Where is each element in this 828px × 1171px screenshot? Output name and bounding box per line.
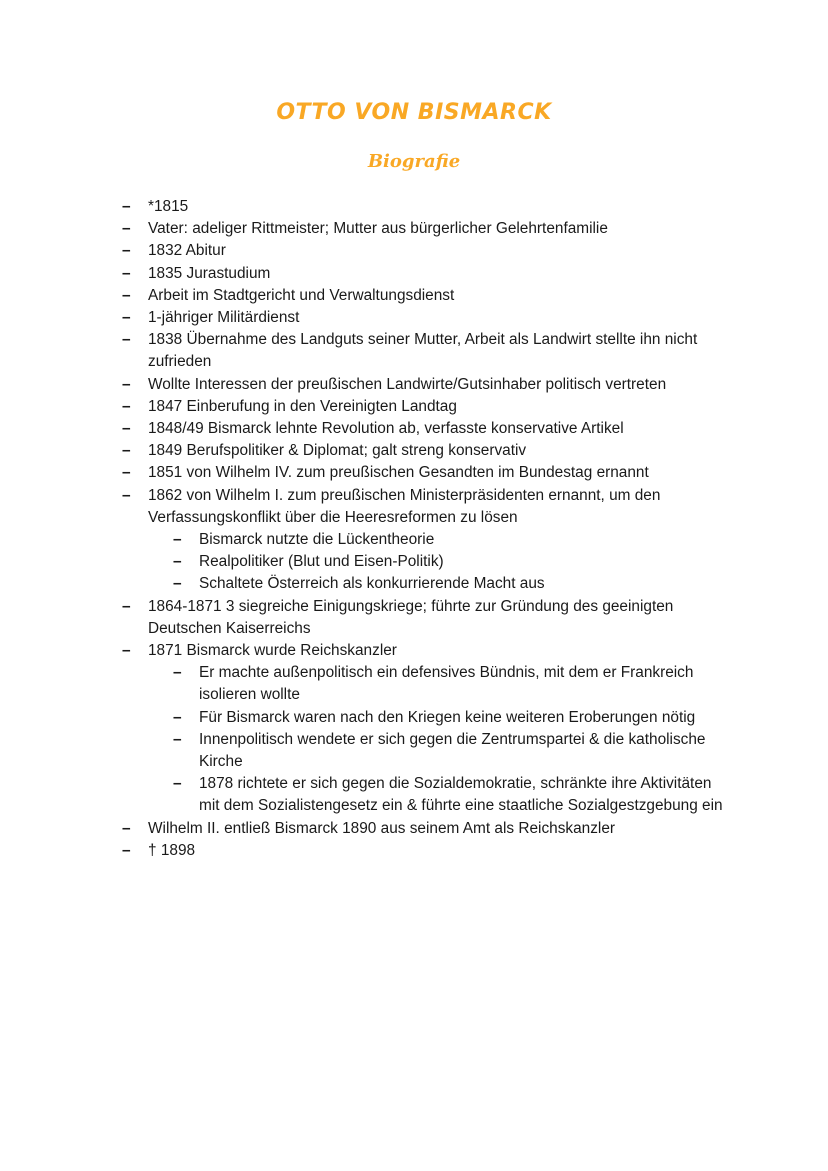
list-item: – 1849 Berufspolitiker & Diplomat; galt streng konservativ <box>0 440 828 462</box>
list-item: – 1851 von Wilhelm IV. zum preußischen Gesandten im Bundestag ernannt <box>0 462 828 484</box>
biography-list <box>0 196 828 862</box>
sub-list-item: – Bismarck nutzte die Lückentheorie <box>0 529 828 551</box>
list-item: – † 1898 <box>0 840 828 862</box>
page-subtitle: Biografie <box>367 151 461 172</box>
sub-list-item: – Realpolitiker (Blut und Eisen-Politik) <box>0 551 828 573</box>
list-item: – Wollte Interessen der preußischen Landwirte/Gutsinhaber politisch vertreten <box>0 374 828 396</box>
sub-list-item: – Er machte außenpolitisch ein defensives Bündnis, mit dem er Frankreich isolieren wollte <box>0 662 828 706</box>
list-item: – 1838 Übernahme des Landguts seiner Mutter, Arbeit als Landwirt stellte ihn nicht zufrieden <box>0 329 828 373</box>
sub-list-item: – 1878 richtete er sich gegen die Sozialdemokratie, schränkte ihre Aktivitäten mit dem Sozialistengesetz ein & führte eine staatliche Sozialgestzgebung ein <box>0 773 828 817</box>
list-item: – *1815 <box>0 196 828 218</box>
list-item: – 1871 Bismarck wurde Reichskanzler <box>0 640 828 662</box>
list-item: – 1-jähriger Militärdienst <box>0 307 828 329</box>
list-item: – 1847 Einberufung in den Vereinigten Landtag <box>0 396 828 418</box>
sub-list-item: – Schaltete Österreich als konkurrierende Macht aus <box>0 573 828 595</box>
sub-list-item: – Für Bismarck waren nach den Kriegen keine weiteren Eroberungen nötig <box>0 707 828 729</box>
list-item: – 1832 Abitur <box>0 240 828 262</box>
list-item: – 1862 von Wilhelm I. zum preußischen Ministerpräsidenten ernannt, um den Verfassungskonflikt über die Heeresreformen zu lösen <box>0 485 828 529</box>
sub-list-item: – Innenpolitisch wendete er sich gegen die Zentrumspartei & die katholische Kirche <box>0 729 828 773</box>
list-item: – Wilhelm II. entließ Bismarck 1890 aus seinem Amt als Reichskanzler <box>0 818 828 840</box>
list-item: – 1835 Jurastudium <box>0 263 828 285</box>
list-item: – 1864-1871 3 siegreiche Einigungskriege; führte zur Gründung des geeinigten Deutschen Kaiserreichs <box>0 596 828 640</box>
list-item: – 1848/49 Bismarck lehnte Revolution ab, verfasste konservative Artikel <box>0 418 828 440</box>
list-item: – Arbeit im Stadtgericht und Verwaltungsdienst <box>0 285 828 307</box>
list-item: – Vater: adeliger Rittmeister; Mutter aus bürgerlicher Gelehrtenfamilie <box>0 218 828 240</box>
page-title: OTTO VON BISMARCK <box>276 100 552 125</box>
